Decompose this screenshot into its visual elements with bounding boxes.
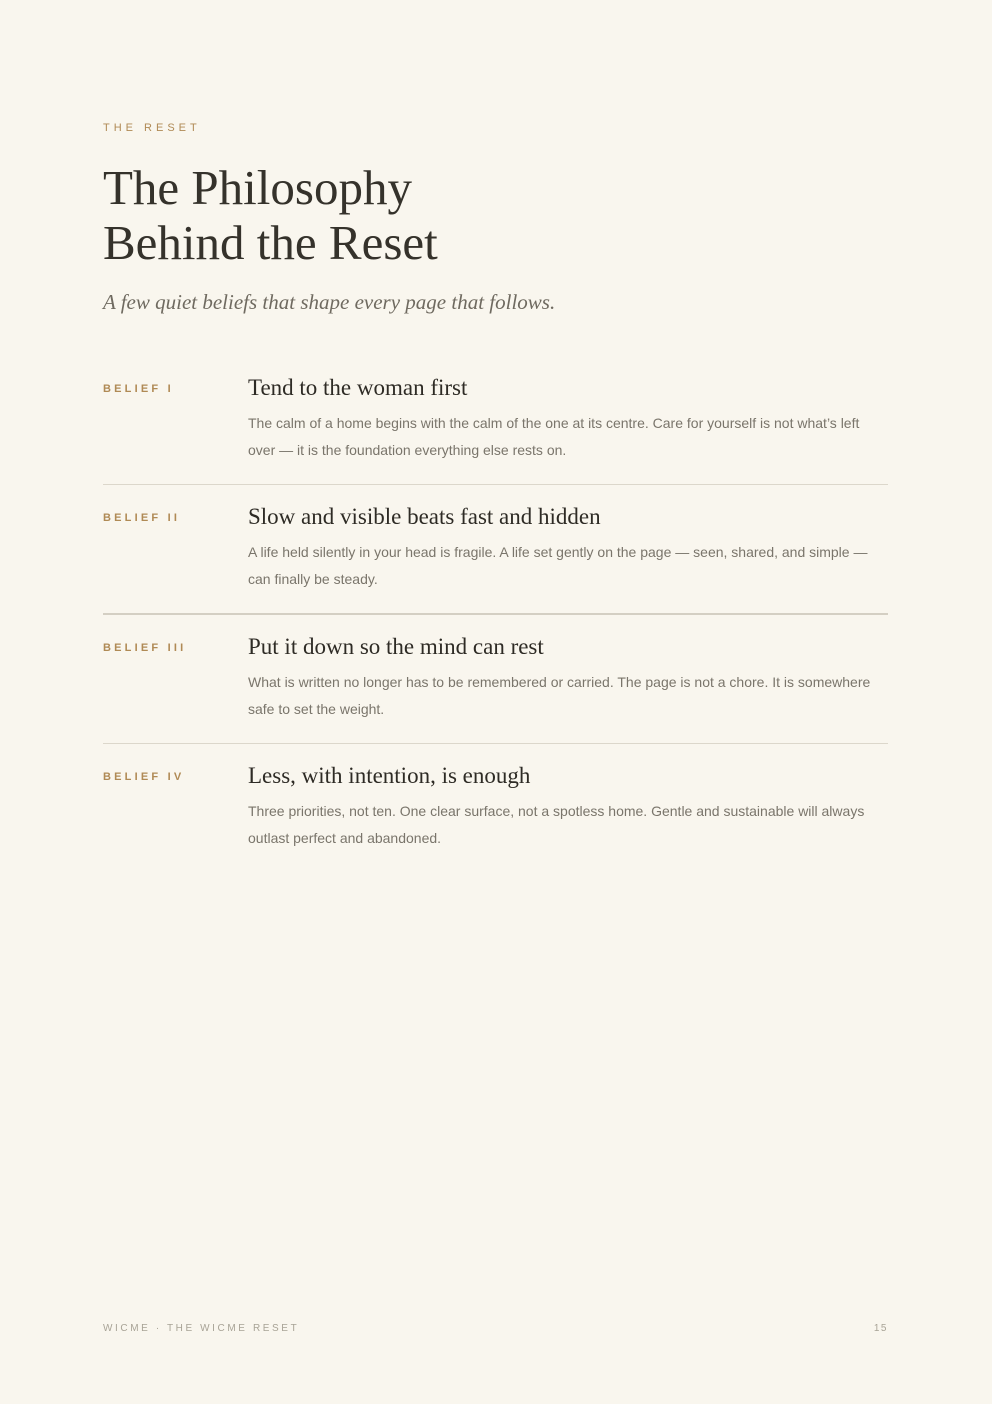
page-number: 15 [873, 1323, 888, 1334]
footer-brand: WICME · THE WICME RESET [103, 1323, 300, 1334]
page-title-line-2: Behind the Reset [103, 215, 438, 270]
belief-text: The calm of a home begins with the calm of the one at its centre. Care for yourself is not what’s left over — it is the foundation everything else rests on. [248, 415, 860, 458]
belief-tag: BELIEF III [103, 642, 187, 654]
belief-heading: Tend to the woman first [248, 375, 468, 400]
belief-text: What is written no longer has to be remembered or carried. The page is not a chore. It is somewhere safe to set the weight. [248, 674, 871, 717]
belief-item-1 [103, 356, 888, 485]
belief-item-2 [103, 485, 888, 615]
page-title [103, 160, 438, 270]
page-subtitle: A few quiet beliefs that shape every page that follows. [103, 290, 556, 314]
beliefs-list [103, 356, 888, 872]
belief-tag: BELIEF II [103, 512, 181, 524]
page-title-line-1: The Philosophy [103, 160, 412, 215]
eyebrow-label: THE RESET [103, 122, 201, 134]
belief-heading: Put it down so the mind can rest [248, 634, 544, 659]
belief-text: Three priorities, not ten. One clear surface, not a spotless home. Gentle and sustainable will always outlast perfect and abandoned. [248, 803, 865, 846]
belief-heading: Slow and visible beats fast and hidden [248, 504, 601, 529]
belief-item-4 [103, 744, 888, 872]
belief-tag: BELIEF IV [103, 771, 185, 783]
belief-item-3 [103, 615, 888, 744]
belief-text: A life held silently in your head is fragile. A life set gently on the page — seen, shared, and simple — can finally be steady. [248, 544, 868, 587]
belief-heading: Less, with intention, is enough [248, 763, 531, 788]
belief-tag: BELIEF I [103, 383, 174, 395]
